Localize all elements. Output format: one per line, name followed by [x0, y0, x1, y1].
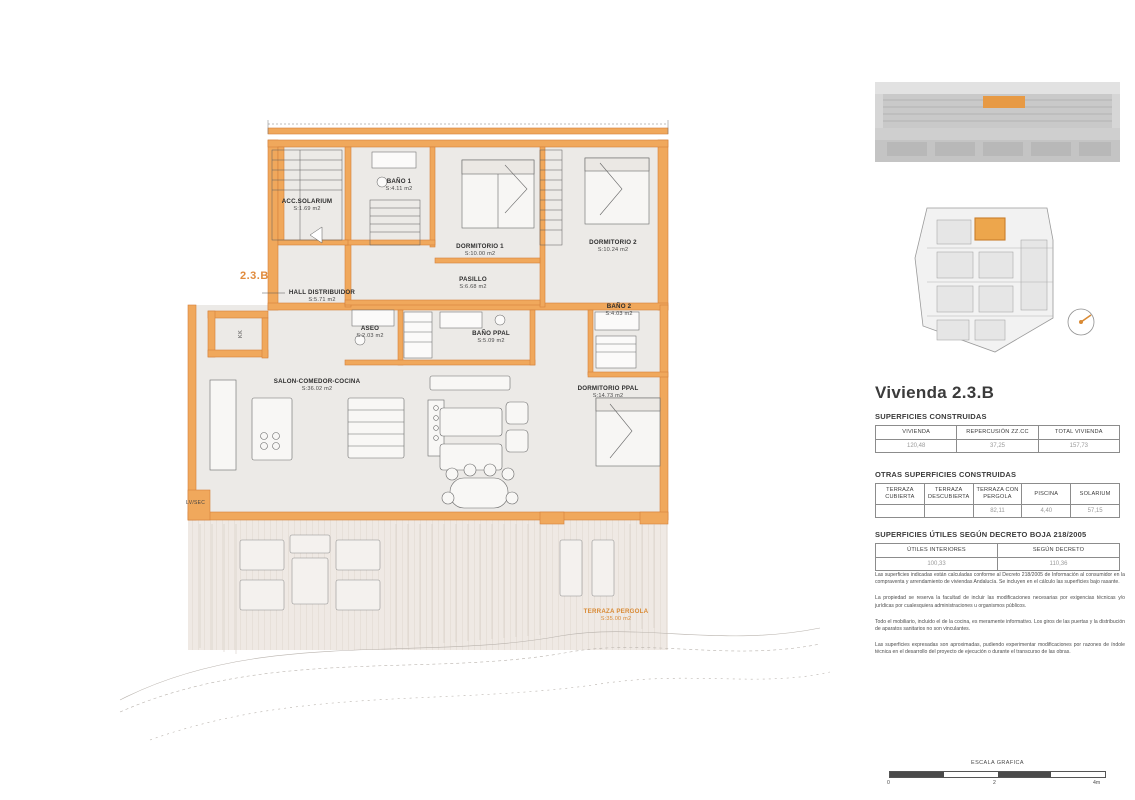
table-header-row: [876, 544, 1120, 558]
room-label-hall-distribuidor: HALL DISTRIBUIDOR S:5.71 m2: [288, 289, 356, 303]
room-label-dormitorio-1: DORMITORIO 1 S:10.00 m2: [456, 243, 504, 257]
scale-label: ESCALA GRAFICA: [971, 760, 1024, 766]
info-panel: [875, 0, 1135, 800]
th-segun-decreto: SEGÚN DECRETO: [998, 544, 1120, 558]
useful-surfaces-table: [875, 543, 1120, 571]
kitchen-appliance-tag: KK: [238, 329, 244, 338]
td-piscina: 4,40: [1022, 505, 1071, 518]
site-key-plan: [875, 200, 1120, 370]
th-vivienda: VIVIENDA: [876, 426, 957, 440]
room-label-bano-1: BAÑO 1 S:4.11 m2: [385, 178, 413, 192]
laundry-tag: LV/SEC: [186, 500, 206, 506]
table-header-row: [876, 426, 1120, 440]
th-utiles-interiores: ÚTILES INTERIORES: [876, 544, 998, 558]
useful-surfaces-heading: SUPERFICIES ÚTILES SEGÚN DECRETO BOJA 218/2005: [875, 530, 1087, 539]
td-total: 157,73: [1038, 440, 1119, 453]
built-surfaces-table: [875, 425, 1120, 453]
furniture-bedroom-1: [462, 160, 534, 228]
scale-bar: [889, 771, 1106, 778]
room-label-pasillo: PASILLO S:6.68 m2: [459, 276, 487, 290]
scale-tick-1: 2: [993, 780, 996, 786]
th-solarium: SOLARIUM: [1071, 484, 1120, 505]
room-label-bano-ppal: BAÑO PPAL S:5.09 m2: [472, 330, 510, 344]
td-terraza-descubierta: [924, 505, 973, 518]
td-utiles-interiores: 100,33: [876, 558, 998, 571]
table-row: [876, 440, 1120, 453]
note-4: Las superficies expresadas son aproximadas, pudiendo experimentar modificaciones por razones de índole técnica en el desarrollo del proyecto de ejecución o durante el transcurso de las obras.: [875, 642, 1125, 656]
note-3: Todo el mobiliario, incluido el de la cocina, es meramente informativo. Los giros de las puertas y la distribución de aparatos sanitarios no son vinculantes.: [875, 618, 1125, 633]
built-surfaces-block: [875, 412, 1120, 453]
note-1: Las superficies indicadas están calculadas conforme al Decreto 218/2005 de Información al consumidor en la compraventa y arrendamiento de viviendas Andalucía. Se incluyen en el cálculo las superficies bajo rasante.: [875, 572, 1125, 586]
legal-notes: [875, 572, 1125, 666]
th-terraza-descubierta: TERRAZA DESCUBIERTA: [924, 484, 973, 505]
other-surfaces-table: [875, 483, 1120, 518]
unit-tag: 2.3.B: [240, 270, 269, 282]
other-surfaces-block: [875, 470, 1120, 518]
td-segun-decreto: 110,36: [998, 558, 1120, 571]
table-header-row: [876, 484, 1120, 505]
th-piscina: PISCINA: [1022, 484, 1071, 505]
th-terraza-pergola: TERRAZA CON PERGOLA: [973, 484, 1022, 505]
th-terraza-cubierta: TERRAZA CUBIERTA: [876, 484, 925, 505]
th-total: TOTAL VIVIENDA: [1038, 426, 1119, 440]
room-label-terraza-pergola: TERRAZA PERGOLA S:35.00 m2: [583, 608, 649, 622]
table-row: [876, 558, 1120, 571]
useful-surfaces-block: [875, 530, 1120, 571]
building-render: [875, 82, 1120, 162]
other-surfaces-heading: OTRAS SUPERFICIES CONSTRUIDAS: [875, 470, 1017, 479]
furniture-bedroom-2: [585, 158, 649, 224]
scale-tick-2: 4m: [1093, 780, 1101, 786]
scale-tick-0: 0: [887, 780, 890, 786]
note-2: La propiedad se reserva la facultad de incluir las modificaciones necesarias por exigencias técnicas y/o jurídicas por cualesquiera administraciones u organismos públicos.: [875, 595, 1125, 609]
td-terraza-pergola: 82,11: [973, 505, 1022, 518]
th-repercusion: REPERCUSIÓN ZZ.CC: [957, 426, 1038, 440]
graphic-scale: [875, 760, 1120, 789]
page-title: Vivienda 2.3.B: [875, 383, 995, 402]
furniture-master-bedroom: [596, 398, 660, 466]
room-label-salon-comedor-cocina: SALON-COMEDOR-COCINA S:36.02 m2: [273, 378, 361, 392]
room-label-aseo: ASEO S:2.03 m2: [356, 325, 384, 339]
td-repercusion: 37,25: [957, 440, 1038, 453]
table-row: [876, 505, 1120, 518]
built-surfaces-heading: SUPERFICIES CONSTRUIDAS: [875, 412, 987, 421]
room-label-bano-2: BAÑO 2 S:4.03 m2: [605, 303, 633, 317]
room-label-acc-solarium: ACC.SOLARIUM S:1.69 m2: [281, 198, 333, 212]
room-label-dormitorio-ppal: DORMITORIO PPAL S:14.73 m2: [577, 385, 639, 399]
scale-ticks: [875, 780, 1120, 789]
room-label-dormitorio-2: DORMITORIO 2 S:10.24 m2: [589, 239, 637, 253]
td-solarium: 57,15: [1071, 505, 1120, 518]
td-terraza-cubierta: [876, 505, 925, 518]
td-vivienda: 120,48: [876, 440, 957, 453]
